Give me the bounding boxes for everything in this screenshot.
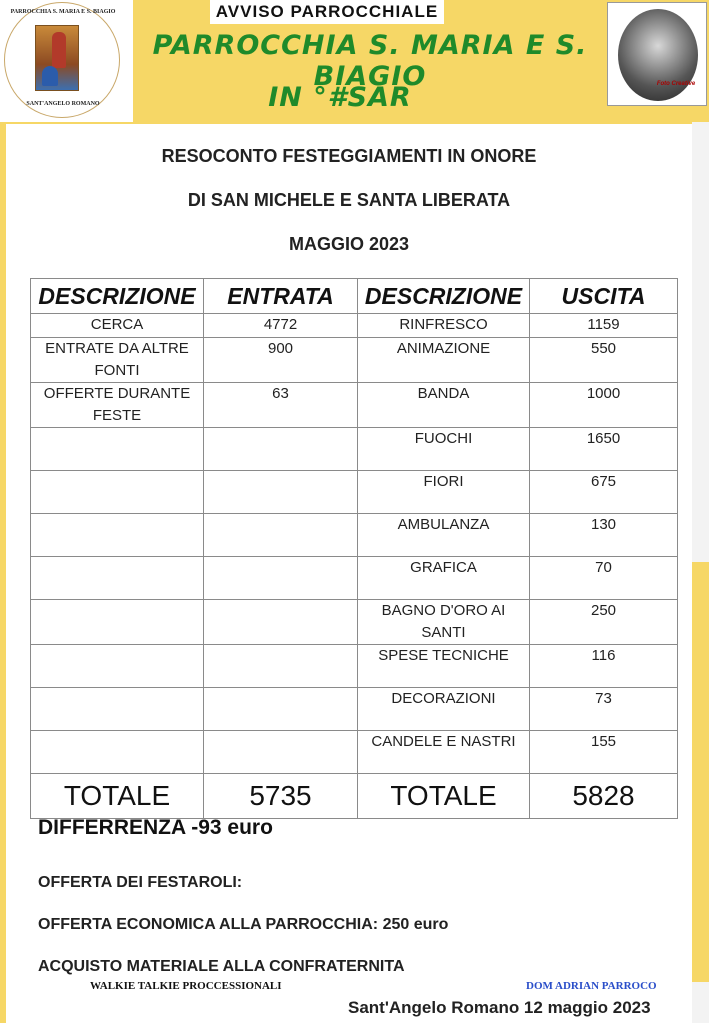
- table-cell: 70: [530, 557, 678, 600]
- table-cell: [31, 645, 204, 688]
- difference-summary: DIFFERRENZA -93 euro: [38, 816, 273, 839]
- table-cell: 675: [530, 471, 678, 514]
- signature: DOM ADRIAN PARROCO: [526, 980, 657, 992]
- table-header-row: [31, 279, 678, 314]
- economic-offer-line: OFFERTA ECONOMICA ALLA PARROCCHIA: 250 euro: [38, 916, 449, 933]
- table-cell: 155: [530, 731, 678, 774]
- parish-logo: [0, 0, 133, 122]
- table-row: [31, 600, 678, 645]
- table-cell: 250: [530, 600, 678, 645]
- logo-figure-standing: [52, 32, 66, 68]
- saint-photo: [607, 2, 707, 106]
- table-row: [31, 471, 678, 514]
- logo-figure-kneeling: [42, 66, 58, 86]
- table-cell: AMBULANZA: [358, 514, 530, 557]
- column-header: DESCRIZIONE: [358, 279, 530, 314]
- right-edge-strip: [692, 122, 709, 1023]
- total-income: 5735: [204, 774, 358, 819]
- table-cell: [31, 688, 204, 731]
- date-line: Sant'Angelo Romano 12 maggio 2023: [348, 998, 651, 1017]
- table-cell: [31, 557, 204, 600]
- header-band: [0, 0, 709, 122]
- table-row: [31, 731, 678, 774]
- table-row: [31, 557, 678, 600]
- table-cell: ANIMAZIONE: [358, 338, 530, 383]
- parish-subtitle: IN °#SAR: [268, 82, 412, 113]
- logo-seal: [4, 2, 120, 118]
- table-cell: [31, 428, 204, 471]
- logo-top-text: PARROCCHIA S. MARIA E S. BIAGIO: [10, 9, 116, 15]
- table-row: [31, 314, 678, 338]
- table-cell: [204, 645, 358, 688]
- table-cell: OFFERTE DURANTE FESTE: [31, 383, 204, 428]
- table-row: [31, 428, 678, 471]
- table-cell: 550: [530, 338, 678, 383]
- table-cell: SPESE TECNICHE: [358, 645, 530, 688]
- table-cell: 4772: [204, 314, 358, 338]
- table-cell: 116: [530, 645, 678, 688]
- table-row: [31, 338, 678, 383]
- table-row: [31, 383, 678, 428]
- logo-bottom-text: SANT'ANGELO ROMANO: [26, 101, 100, 107]
- column-header: ENTRATA: [204, 279, 358, 314]
- table-cell: FIORI: [358, 471, 530, 514]
- table-cell: [204, 428, 358, 471]
- table-row: [31, 688, 678, 731]
- report-sheet: [6, 124, 692, 1023]
- table-row: [31, 514, 678, 557]
- table-cell: [204, 731, 358, 774]
- table-cell: [204, 557, 358, 600]
- table-cell: [31, 600, 204, 645]
- photo-caption: Foto Creative: [656, 81, 696, 87]
- column-header: DESCRIZIONE: [31, 279, 204, 314]
- table-cell: 73: [530, 688, 678, 731]
- table-cell: DECORAZIONI: [358, 688, 530, 731]
- table-cell: [204, 471, 358, 514]
- report-title-line1: RESOCONTO FESTEGGIAMENTI IN ONORE: [161, 146, 537, 166]
- logo-saints-image: [35, 25, 79, 91]
- table-cell: [31, 471, 204, 514]
- table-cell: [31, 731, 204, 774]
- walkie-talkie-note: WALKIE TALKIE PROCCESSIONALI: [90, 980, 282, 992]
- table-cell: 900: [204, 338, 358, 383]
- total-label: TOTALE: [358, 774, 530, 819]
- table-cell: ENTRATE DA ALTRE FONTI: [31, 338, 204, 383]
- report-title-line2: DI SAN MICHELE E SANTA LIBERATA: [187, 190, 511, 210]
- table-cell: BAGNO D'ORO AI SANTI: [358, 600, 530, 645]
- report-title-line3: MAGGIO 2023: [288, 234, 410, 254]
- table-cell: RINFRESCO: [358, 314, 530, 338]
- financial-table: [30, 278, 678, 819]
- table-cell: 1000: [530, 383, 678, 428]
- table-cell: BANDA: [358, 383, 530, 428]
- table-cell: 1159: [530, 314, 678, 338]
- table-cell: FUOCHI: [358, 428, 530, 471]
- festaroli-offer-heading: OFFERTA DEI FESTAROLI:: [38, 874, 243, 891]
- right-edge-band: [692, 562, 709, 982]
- table-cell: [31, 514, 204, 557]
- parish-title: PARROCCHIA S. MARIA E S. BIAGIO: [152, 30, 588, 92]
- table-cell: 63: [204, 383, 358, 428]
- total-label: TOTALE: [31, 774, 204, 819]
- table-cell: 130: [530, 514, 678, 557]
- table-cell: CANDELE E NASTRI: [358, 731, 530, 774]
- table-cell: [204, 514, 358, 557]
- table-cell: 1650: [530, 428, 678, 471]
- table-cell: [204, 688, 358, 731]
- table-cell: [204, 600, 358, 645]
- table-cell: CERCA: [31, 314, 204, 338]
- material-purchase-line: ACQUISTO MATERIALE ALLA CONFRATERNITA: [38, 958, 405, 975]
- totals-row: [31, 774, 678, 819]
- notice-label: AVVISO PARROCCHIALE: [210, 0, 444, 24]
- column-header: USCITA: [530, 279, 678, 314]
- table-row: [31, 645, 678, 688]
- table-cell: GRAFICA: [358, 557, 530, 600]
- total-expense: 5828: [530, 774, 678, 819]
